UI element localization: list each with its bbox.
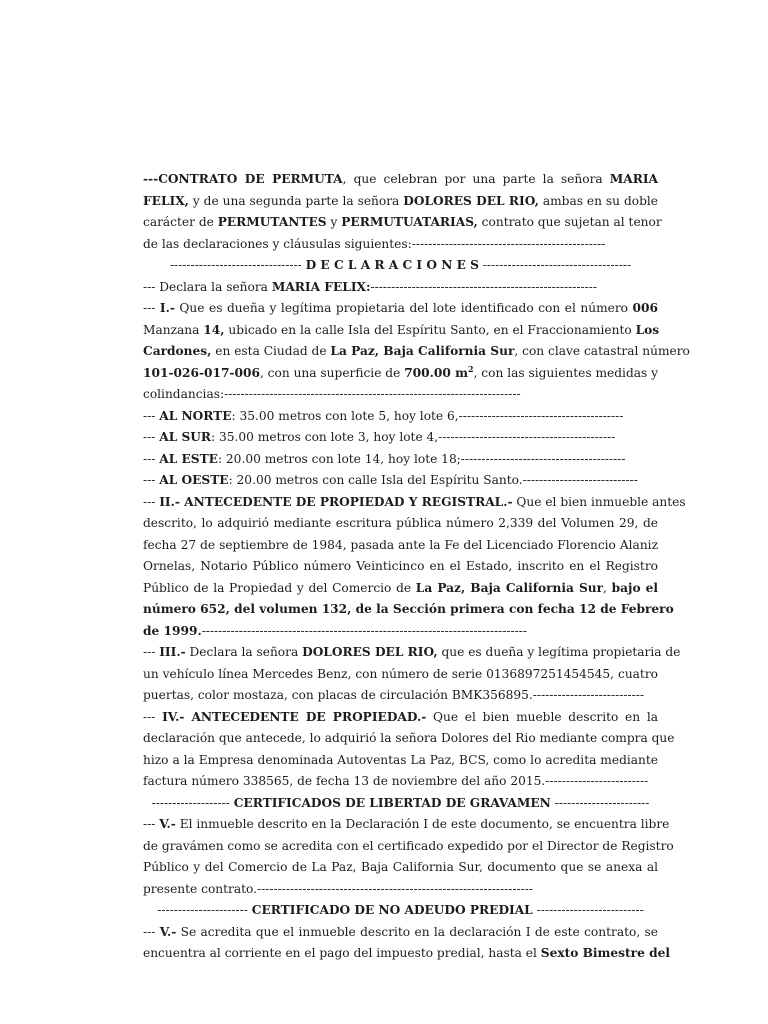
bold-text-segment: FELIX, [143, 193, 189, 208]
document-line [143, 814, 670, 836]
text-segment: Que el bien mueble descrito en la [426, 709, 658, 724]
document-line [143, 363, 658, 385]
bold-text-segment: III.- [159, 645, 186, 659]
text-segment: --- [143, 473, 160, 487]
bold-text-segment: La Paz, Baja California Sur [330, 344, 515, 358]
bold-text-segment: 006 [632, 301, 658, 315]
document-line [143, 298, 658, 320]
document-line [143, 320, 658, 342]
text-segment: El inmueble descrito en la Declaración I de este documento, se encuentra libre [175, 817, 670, 831]
bold-text-segment: I.- [159, 301, 175, 315]
bold-text-segment: AL ESTE [159, 451, 218, 466]
text-segment: hizo a la Empresa denominada Autoventas La Paz, BCS, como lo acredita mediante [143, 752, 658, 767]
bold-text-segment: número 652, del volumen 132, de la Sección primera con fecha 12 de Febrero [143, 602, 674, 616]
text-segment: y [326, 215, 342, 229]
text-segment: Se acredita que el inmueble descrito en la declaración I de este contrato, se [176, 924, 658, 939]
document-line [143, 492, 686, 514]
bold-text-segment: MARIA FELIX: [271, 279, 371, 294]
bold-text-segment: AL NORTE [159, 408, 232, 423]
text-segment: en esta Ciudad de [211, 344, 331, 358]
text-segment: ------------------------------------------------------- [370, 279, 597, 294]
document-line [143, 642, 681, 664]
bold-text-segment: Sexto Bimestre del [540, 946, 670, 960]
document-line [143, 277, 658, 299]
bold-text-segment: V.- [159, 924, 177, 939]
text-segment: de gravámen como se acredita con el certificado expedido por el Director de Registro [143, 838, 674, 853]
text-segment: ---------------------- [157, 903, 252, 917]
text-segment: carácter de [143, 215, 218, 229]
text-segment: y de una segunda parte la señora [188, 193, 404, 208]
text-segment: ------------------------------------ [478, 258, 632, 272]
document-body [143, 169, 690, 965]
document-line [143, 599, 674, 621]
text-segment: , [603, 580, 612, 595]
bold-text-segment: D E C L A R A C I O N E S [305, 258, 479, 272]
document-line [143, 470, 658, 492]
document-line [143, 621, 658, 643]
bold-text-segment: V.- [159, 817, 176, 831]
text-segment: -------------------------------- [169, 258, 306, 272]
bold-text-segment: AL OESTE [159, 473, 229, 487]
text-segment: --- [143, 451, 160, 466]
bold-text-segment: Cardones, [143, 344, 212, 358]
bold-text-segment: MARIA [609, 172, 658, 186]
text-segment: Público y del Comercio de La Paz, Baja California Sur, documento que se anexa al [143, 860, 658, 874]
document-line [143, 191, 658, 213]
text-segment: Ornelas, Notario Público número Veinticinco en el Estado, inscrito en el Registro [143, 559, 658, 573]
document-line [143, 771, 658, 793]
bold-text-segment: bajo el [611, 580, 659, 595]
text-segment: --- Declara la señora [143, 279, 272, 294]
bold-text-segment: PERMUTANTES [217, 215, 327, 229]
text-segment: declaración que antecede, lo adquirió la señora Dolores del Rio mediante compra que [143, 731, 675, 745]
document-line [143, 728, 675, 750]
text-segment: Manzana [143, 322, 204, 337]
document-line [143, 578, 658, 600]
text-segment: ubicado en la calle Isla del Espíritu Santo, en el Fraccionamiento [224, 322, 636, 337]
text-segment: ------------------------------------------------------------------------------- [201, 623, 528, 638]
document-line [143, 922, 658, 944]
text-segment: --- [143, 924, 160, 939]
bold-text-segment: --- [143, 172, 159, 186]
text-segment: Público de la Propiedad y del Comercio de [143, 580, 416, 595]
document-line [143, 384, 658, 406]
text-segment: : 35.00 metros con lote 3, hoy lote 4,------------------------------------------- [211, 430, 616, 444]
text-segment: --- [143, 408, 160, 423]
bold-text-segment: CERTIFICADO DE NO ADEUDO PREDIAL [251, 903, 533, 917]
text-segment: contrato que sujetan al tenor [477, 215, 662, 229]
text-segment: un vehículo línea Mercedes Benz, con número de serie 0136897251454545, cuatro [143, 666, 658, 681]
text-segment: , con clave catastral número [514, 344, 690, 358]
text-segment: Declara la señora [185, 645, 303, 659]
bold-text-segment: de 1999. [143, 623, 202, 638]
text-segment: --- [143, 301, 160, 315]
document-line [143, 513, 658, 535]
bold-text-segment: 700.00 m [404, 365, 468, 380]
bold-text-segment: 2 [467, 363, 474, 374]
document-line [143, 212, 662, 234]
bold-text-segment: DOLORES DEL RIO, [302, 645, 438, 659]
bold-text-segment: IV.- ANTECEDENTE DE PROPIEDAD.- [162, 709, 427, 724]
document-line [143, 685, 658, 707]
text-segment: colindancias:------------------------------------------------------------------------ [143, 387, 521, 401]
text-segment: : 20.00 metros con calle Isla del Espíritu Santo.---------------------------- [228, 473, 638, 487]
document-line [143, 750, 658, 772]
document-line [143, 836, 674, 858]
text-segment: --- [143, 645, 160, 659]
document-line [143, 793, 658, 815]
document-line [143, 341, 690, 363]
document-line [143, 857, 658, 879]
text-segment: de las declaraciones y cláusulas siguientes:----------------------------------------------- [143, 236, 606, 251]
bold-text-segment: 101-026-017-006 [143, 365, 260, 380]
text-segment: ambas en su doble [538, 193, 659, 208]
text-segment: , con una superficie de [259, 365, 405, 380]
bold-text-segment: CERTIFICADOS DE LIBERTAD DE GRAVAMEN [233, 795, 551, 810]
document-line [143, 427, 658, 449]
text-segment: , con las siguientes medidas y [473, 365, 659, 380]
bold-text-segment: DOLORES DEL RIO, [403, 193, 539, 208]
text-segment: : 35.00 metros con lote 5, hoy lote 6,---------------------------------------- [231, 408, 624, 423]
text-segment: descrito, lo adquirió mediante escritura pública número 2,339 del Volumen 29, de [143, 516, 658, 530]
text-segment: Que es dueña y legítima propietaria del lote identificado con el número [174, 301, 633, 315]
bold-text-segment: Los [635, 322, 660, 337]
text-segment: puertas, color mostaza, con placas de circulación BMK356895.--------------------------- [143, 688, 644, 702]
document-line [143, 664, 658, 686]
document-line [143, 169, 658, 191]
bold-text-segment: II.- ANTECEDENTE DE PROPIEDAD Y REGISTRAL.- [159, 494, 513, 509]
bold-text-segment: 14, [203, 322, 225, 337]
text-segment: --- [143, 494, 160, 509]
document-line [143, 234, 658, 256]
text-segment: --- [143, 817, 160, 831]
text-segment: que es dueña y legítima propietaria de [437, 645, 681, 659]
document-line [143, 255, 658, 277]
text-segment: fecha 27 de septiembre de 1984, pasada ante la Fe del Licenciado Florencio Alaniz [143, 537, 658, 552]
text-segment: Que el bien inmueble antes [512, 494, 686, 509]
text-segment: ------------------- [151, 795, 234, 810]
text-segment: presente contrato.------------------------------------------------------------------- [143, 881, 533, 896]
document-line [143, 900, 658, 922]
document-line [143, 406, 658, 428]
text-segment: encuentra al corriente en el pago del impuesto predial, hasta el [143, 946, 541, 960]
text-segment: : 20.00 metros con lote 14, hoy lote 18;---------------------------------------- [217, 451, 626, 466]
document-line [143, 879, 658, 901]
text-segment: --- [143, 709, 163, 724]
bold-text-segment: PERMUTUATARIAS, [341, 215, 478, 229]
document-line [143, 449, 658, 471]
text-segment: , que celebran por una parte la señora [342, 172, 610, 186]
document-line [143, 535, 658, 557]
text-segment: -------------------------- [532, 903, 644, 917]
document-line [143, 943, 670, 965]
text-segment: --- [143, 430, 160, 444]
document-line [143, 556, 658, 578]
text-segment: ----------------------- [550, 795, 650, 810]
bold-text-segment: La Paz, Baja California Sur [415, 580, 604, 595]
text-segment: factura número 338565, de fecha 13 de noviembre del año 2015.------------------------- [143, 774, 649, 788]
document-line [143, 707, 658, 729]
bold-text-segment: CONTRATO DE PERMUTA [158, 172, 343, 186]
bold-text-segment: AL SUR [159, 430, 212, 444]
